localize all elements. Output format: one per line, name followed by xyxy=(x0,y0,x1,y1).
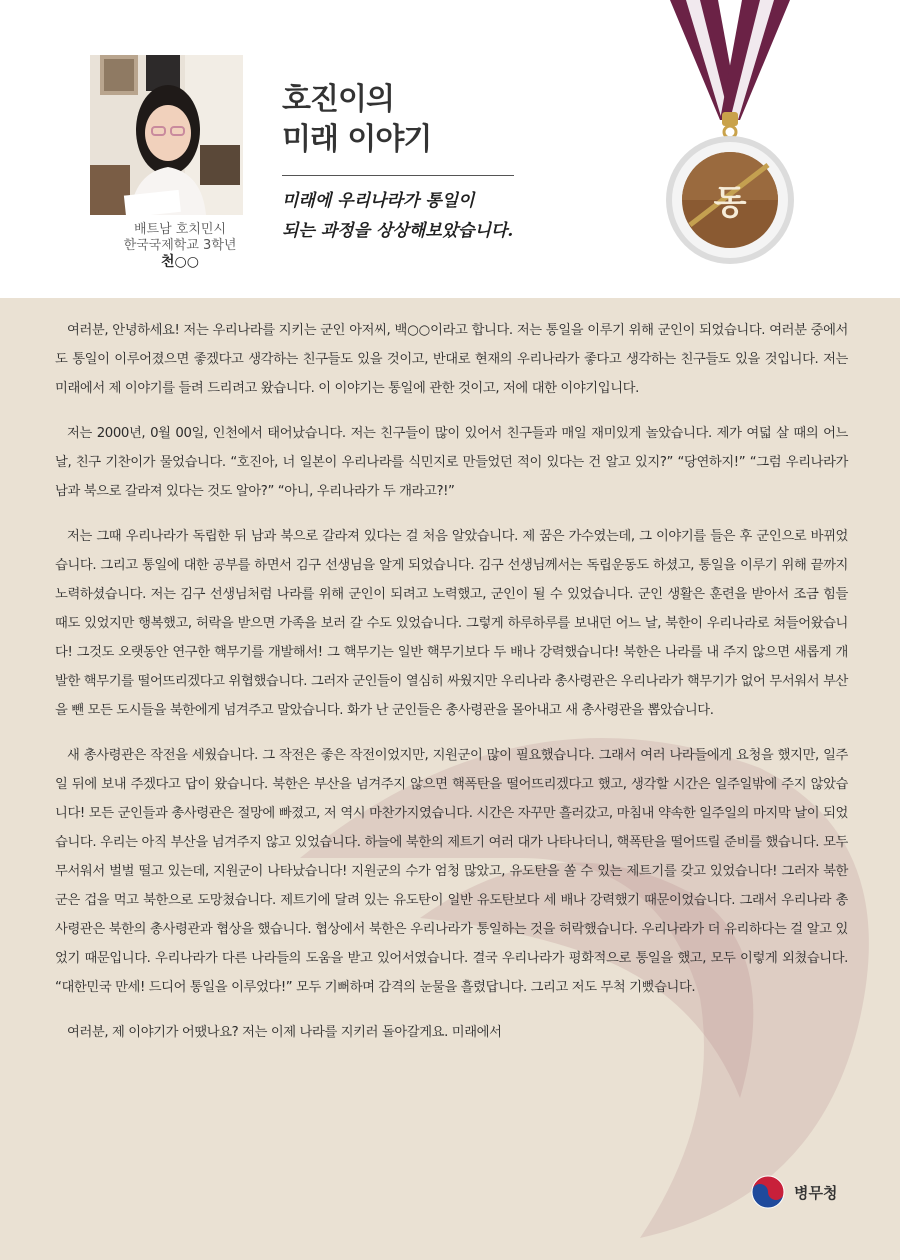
page-title xyxy=(282,80,542,160)
title-divider xyxy=(282,175,514,176)
subtitle-line-2: 되는 과정을 상상해보았습니다. xyxy=(282,221,514,241)
author-photo xyxy=(90,55,243,215)
author-info xyxy=(100,222,260,270)
logo-text: 병무청 xyxy=(794,1184,838,1202)
subtitle-line-1: 미래에 우리나라가 통일이 xyxy=(282,191,475,211)
taegeuk-logo-icon xyxy=(750,1174,786,1210)
author-name: 천○○ xyxy=(161,254,199,270)
article-paragraph-2: 저는 2000년, 0월 00일, 인천에서 태어났습니다. 저는 친구들이 많이 있어서 친구들과 매일 재미있게 놀았습니다. 제가 여덟 살 때의 어느 날, 친구 기찬이가 물었습니다. “호진아, 너 일본이 우리나라를 식민지로 만들었던 적이 있다는 건 알고 있지?” “당연하지!” “그럼 우리나라가 남과 북으로 갈라져 있다는 것도 알아?” “아니, 우리나라가 두 개라고?!” xyxy=(55,426,848,499)
author-location: 배트남 호치민시 xyxy=(133,222,227,237)
article-paragraph-3: 저는 그때 우리나라가 독립한 뒤 남과 북으로 갈라져 있다는 걸 처음 알았습니다. 제 꿈은 가수였는데, 그 이야기를 들은 후 군인으로 바뀌었습니다. 그리고 통일에 대한 공부를 하면서 김구 선생님을 알게 되었습니다. 김구 선생님께서는 독립운동도 하셨고, 통일을 이루기 위해 끝까지 노력하셨습니다. 저는 김구 선생님처럼 나라를 위해 군인이 되려고 노력했고, 군인이 될 수 있었습니다. 군인 생활은 훈련을 받아서 조금 힘들 때도 있었지만 행복했고, 허락을 받으면 가족을 보러 갈 수도 있었습니다. 그렇게 하루하루를 보내던 어느 날, 북한이 우리나라로 쳐들어왔습니다! 그것도 오랫동안 연구한 핵무기를 개발해서! 그 핵무기는 일반 핵무기보다 두 배나 강력했습니다! 북한은 나라를 내 주지 않으면 새롭게 개발한 핵무기를 떨어뜨리겠다고 위협했습니다. 그러자 군인들이 열심히 싸웠지만 우리나라 총사령관은 우리나라가 핵무기가 없어 무서워서 부산을 뺀 모든 도시들을 북한에게 넘겨주고 말았습니다. 화가 난 군인들은 총사령관을 몰아내고 새 총사령관을 뽑았습니다. xyxy=(55,529,848,718)
bronze-medal-icon xyxy=(660,0,800,270)
title-line-1: 호진이의 xyxy=(282,82,394,117)
article-paragraph-1: 여러분, 안녕하세요! 저는 우리나라를 지키는 군인 아저씨, 백○○이라고 합니다. 저는 통일을 이루기 위해 군인이 되었습니다. 여러분 중에서도 통일이 이루어졌으면 좋겠다고 생각하는 친구들도 있을 것이고, 반대로 현재의 우리나라가 좋다고 생각하는 친구들도 있을 것입니다. 저는 미래에서 제 이야기를 들려 드리려고 왔습니다. 이 이야기는 통일에 관한 것이고, 저에 대한 이야기입니다. xyxy=(55,323,848,396)
header xyxy=(0,0,900,298)
footer-logo xyxy=(750,1174,850,1210)
article-paragraph-5: 여러분, 제 이야기가 어땠나요? 저는 이제 나라를 지키러 돌아갈게요. 미래에서 xyxy=(67,1025,502,1040)
title-line-2: 미래 이야기 xyxy=(282,122,432,157)
subtitle xyxy=(282,186,602,246)
article-paragraph-4: 새 총사령관은 작전을 세웠습니다. 그 작전은 좋은 작전이었지만, 지원군이 많이 필요했습니다. 그래서 여러 나라들에게 요청을 했지만, 일주일 뒤에 보내 주겠다고 답이 왔습니다. 북한은 부산을 넘겨주지 않으면 핵폭탄을 떨어뜨리겠다고 했고, 생각할 시간은 일주일밖에 주지 않았습니다! 모든 군인들과 총사령관은 절망에 빠졌고, 저 역시 마찬가지였습니다. 시간은 자꾸만 흘러갔고, 마침내 약속한 일주일의 마지막 날이 되었습니다. 우리는 아직 부산을 넘겨주지 않고 있었습니다. 하늘에 북한의 제트기 여러 대가 나타나더니, 핵폭탄을 떨어뜨릴 준비를 했습니다. 모두 무서워서 벌벌 떨고 있는데, 지원군이 나타났습니다! 지원군의 수가 엄청 많았고, 유도탄을 쏠 수 있는 제트기를 갖고 있었습니다! 그러자 북한군은 겁을 먹고 북한으로 도망쳤습니다. 제트기에 달려 있는 유도탄이 일반 유도탄보다 세 배나 강력했기 때문이었습니다. 그래서 우리나라 총사령관은 북한의 총사령관과 협상을 했습니다. 협상에서 북한은 우리나라가 통일하는 것을 허락했습니다. 우리나라가 더 유리하다는 걸 알고 있었기 때문입니다. 우리나라가 다른 나라들의 도움을 받고 있어서였습니다. 결국 우리나라가 평화적으로 통일을 했고, 모두 이렇게 외쳤습니다. “대한민국 만세! 드디어 통일을 이루었다!” 모두 기뻐하며 감격의 눈물을 흘렸답니다. 그리고 저도 무척 기뻤습니다. xyxy=(55,748,848,995)
medal-label: 동 xyxy=(713,183,747,223)
author-school: 한국국제학교 3학년 xyxy=(123,238,237,253)
article-body xyxy=(55,316,848,1063)
